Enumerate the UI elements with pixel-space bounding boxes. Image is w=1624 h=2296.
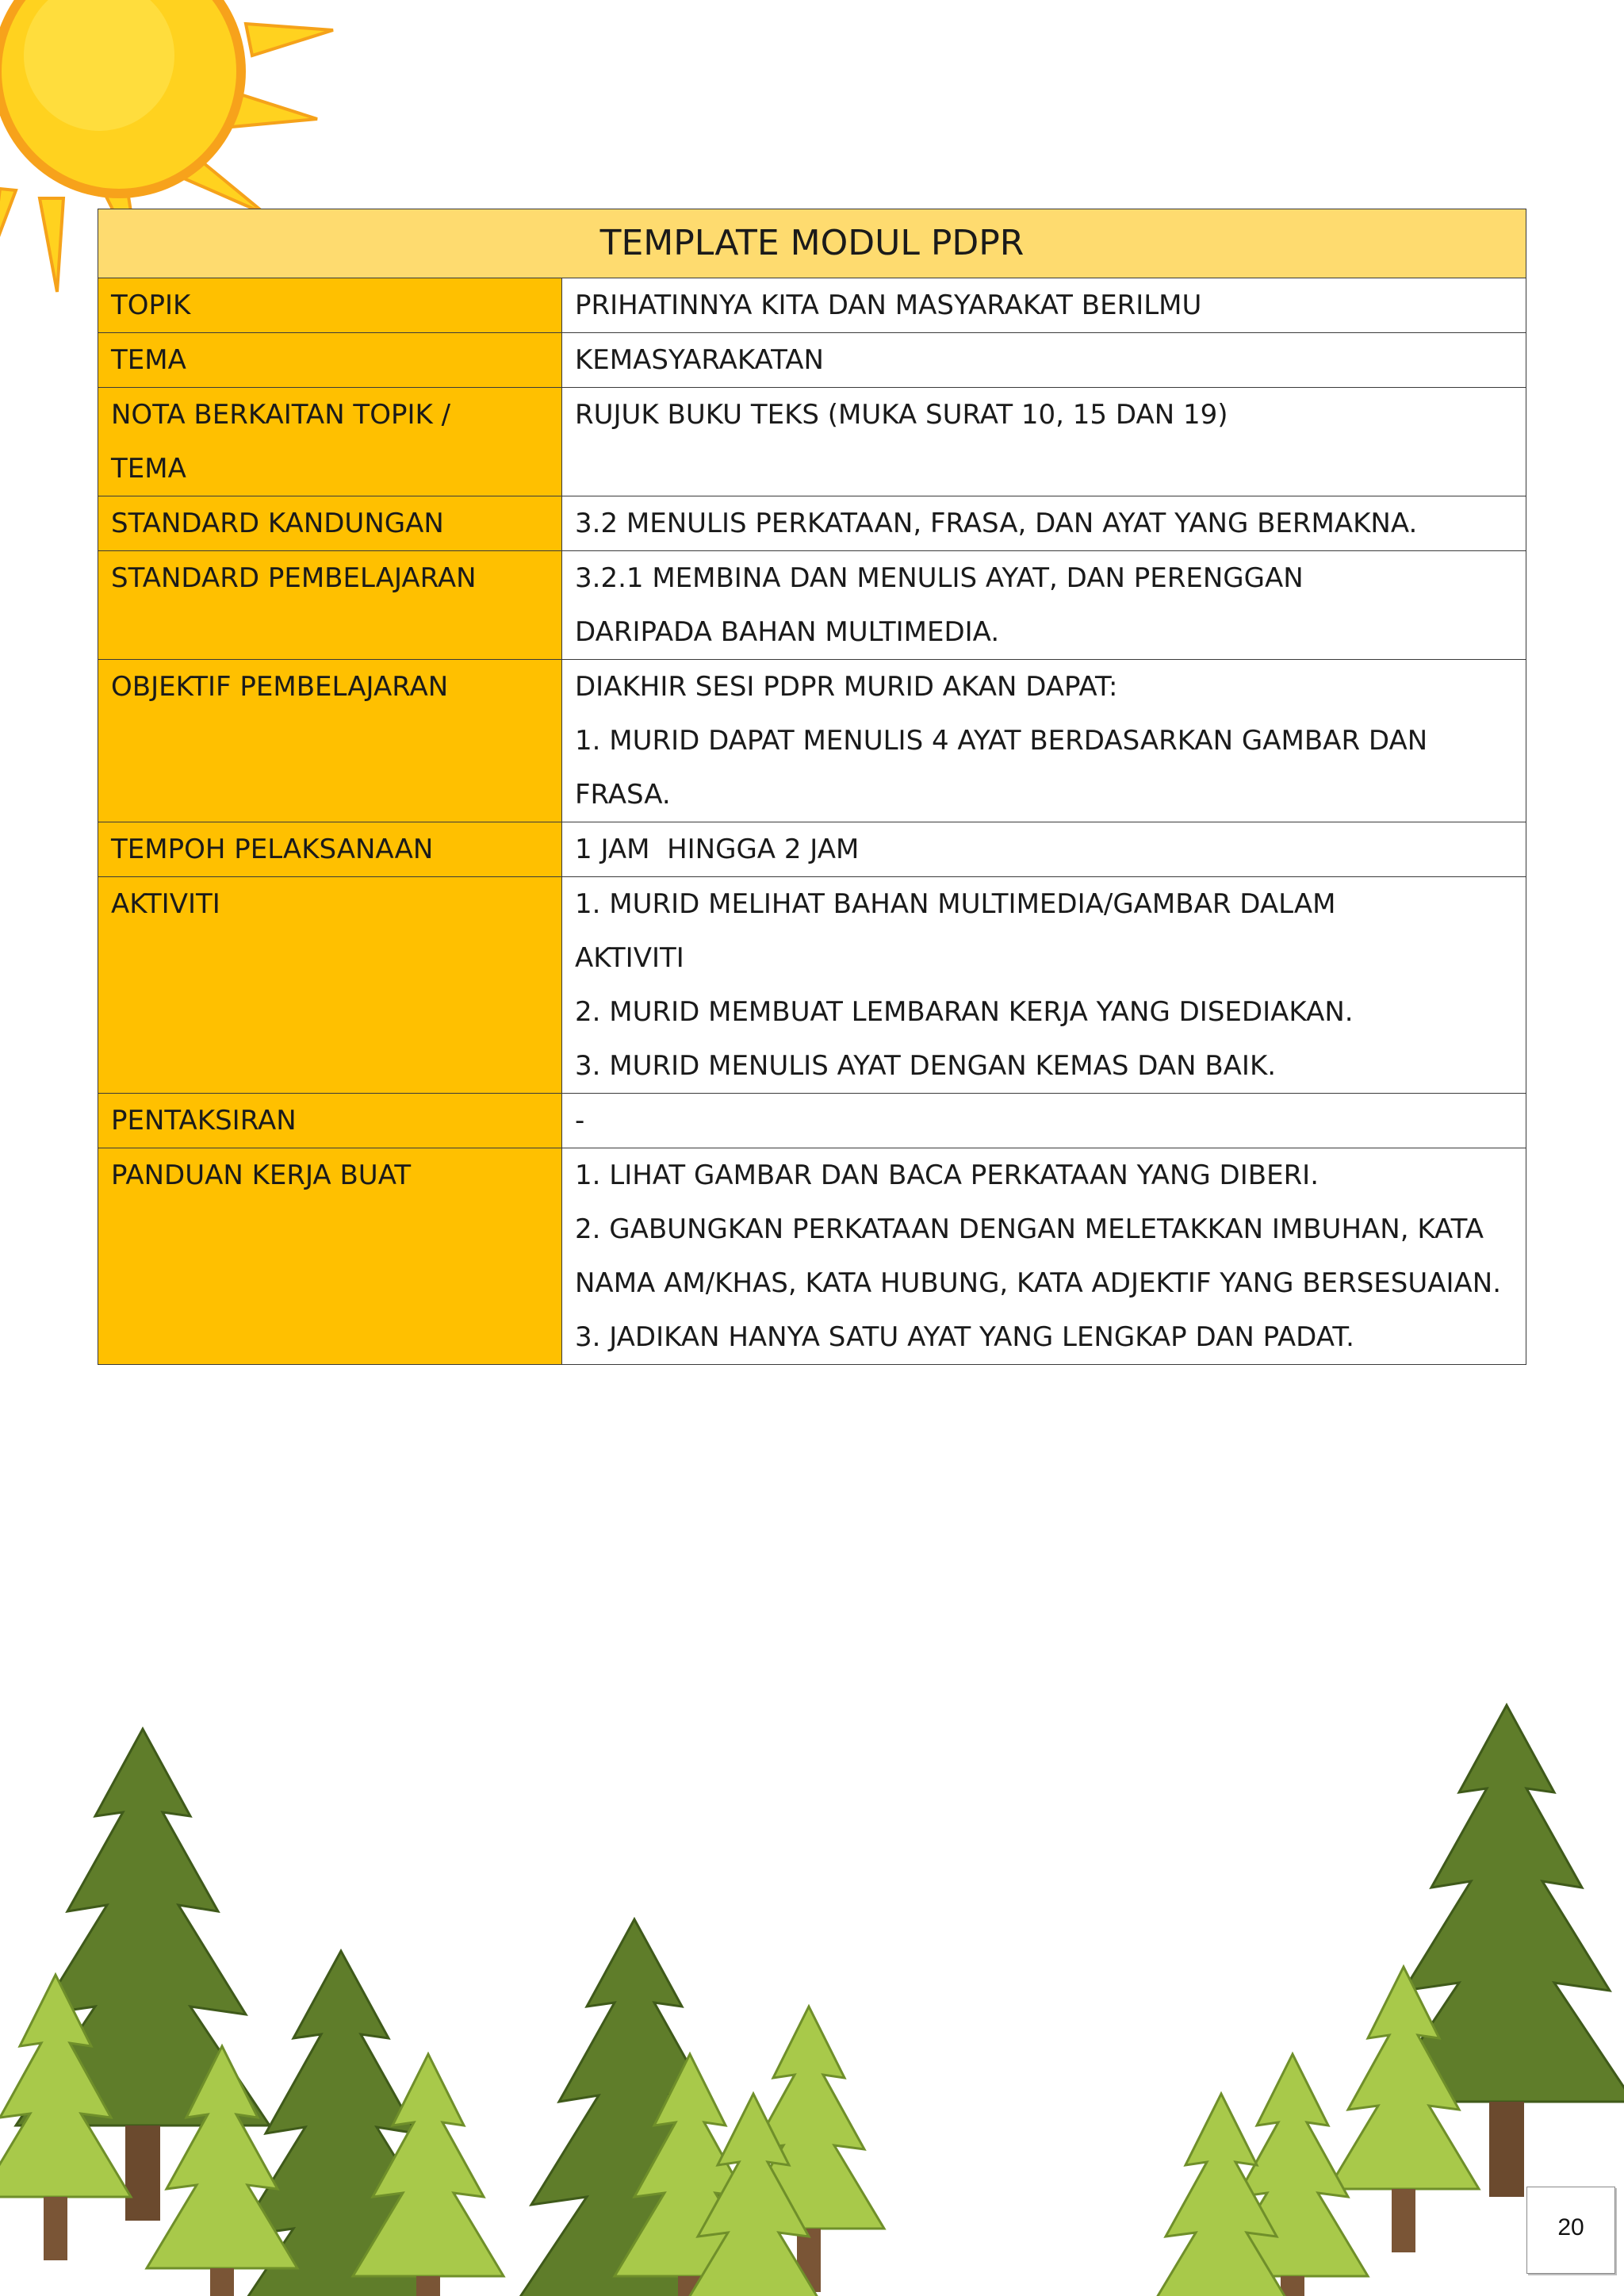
row-value-pentaksiran: - (562, 1094, 1526, 1148)
table-row (98, 551, 1526, 660)
table-row (98, 333, 1526, 388)
table-row (98, 388, 1526, 496)
row-value-topik: PRIHATINNYA KITA DAN MASYARAKAT BERILMU (562, 278, 1526, 333)
row-label-standard-pembelajaran: STANDARD PEMBELAJARAN (98, 551, 562, 660)
table-title: TEMPLATE MODUL PDPR (98, 209, 1526, 278)
table-row (98, 278, 1526, 333)
table-row (98, 1148, 1526, 1365)
row-label-aktiviti: AKTIVITI (98, 877, 562, 1094)
table-row (98, 496, 1526, 551)
pine-tree-icon (0, 1681, 1624, 2296)
table-title-row (98, 209, 1526, 278)
table-row (98, 1094, 1526, 1148)
module-template-table (98, 209, 1526, 1365)
row-value-panduan: 1. LIHAT GAMBAR DAN BACA PERKATAAN YANG DIBERI. 2. GABUNGKAN PERKATAAN DENGAN MELETAKKAN IMBUHAN, KATA NAMA AM/KHAS, KATA HUBUNG, KATA ADJEKTIF YANG BERSESUAIAN. 3. JADIKAN HANYA SATU AYAT YANG LENGKAP DAN PADAT. (562, 1148, 1526, 1365)
row-label-tema: TEMA (98, 333, 562, 388)
row-label-objektif: OBJEKTIF PEMBELAJARAN (98, 660, 562, 822)
table-row (98, 660, 1526, 822)
row-label-pentaksiran: PENTAKSIRAN (98, 1094, 562, 1148)
row-value-tema: KEMASYARAKATAN (562, 333, 1526, 388)
row-label-topik: TOPIK (98, 278, 562, 333)
row-label-standard-kandungan: STANDARD KANDUNGAN (98, 496, 562, 551)
table-row (98, 877, 1526, 1094)
row-value-tempoh: 1 JAM HINGGA 2 JAM (562, 822, 1526, 877)
row-value-aktiviti: 1. MURID MELIHAT BAHAN MULTIMEDIA/GAMBAR DALAM AKTIVITI 2. MURID MEMBUAT LEMBARAN KERJA YANG DISEDIAKAN. 3. MURID MENULIS AYAT DENGAN KEMAS DAN BAIK. (562, 877, 1526, 1094)
table-row (98, 822, 1526, 877)
row-label-panduan: PANDUAN KERJA BUAT (98, 1148, 562, 1365)
row-value-standard-pembelajaran: 3.2.1 MEMBINA DAN MENULIS AYAT, DAN PERENGGAN DARIPADA BAHAN MULTIMEDIA. (562, 551, 1526, 660)
row-value-objektif: DIAKHIR SESI PDPR MURID AKAN DAPAT: 1. MURID DAPAT MENULIS 4 AYAT BERDASARKAN GAMBAR DAN FRASA. (562, 660, 1526, 822)
page-number: 20 (1557, 2214, 1584, 2240)
row-value-standard-kandungan: 3.2 MENULIS PERKATAAN, FRASA, DAN AYAT YANG BERMAKNA. (562, 496, 1526, 551)
page-number-box (1526, 2187, 1615, 2274)
row-label-tempoh: TEMPOH PELAKSANAAN (98, 822, 562, 877)
row-label-nota: NOTA BERKAITAN TOPIK / TEMA (98, 388, 562, 496)
row-value-nota: RUJUK BUKU TEKS (MUKA SURAT 10, 15 DAN 19) (562, 388, 1526, 496)
